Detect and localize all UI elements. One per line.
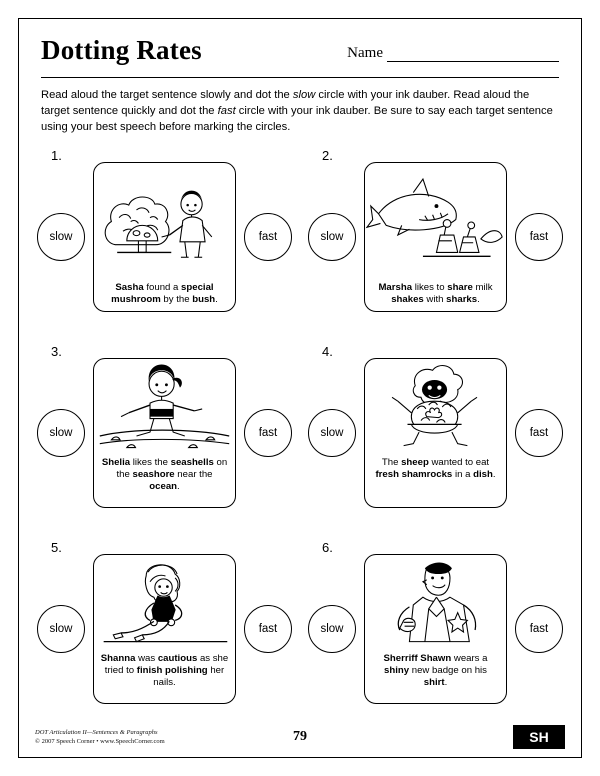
illustration-woman-polishing-her-nails [94, 555, 235, 651]
fast-bubble[interactable]: fast [515, 605, 563, 653]
caption-token: Sasha [115, 281, 144, 293]
caption-token: as she tried to [104, 652, 229, 676]
item-number: 2. [322, 147, 333, 163]
item-number: 4. [322, 343, 333, 359]
illustration-girl-pointing-at-mushroom-by-bush [94, 163, 235, 280]
fast-bubble[interactable]: fast [515, 409, 563, 457]
caption-token: . [177, 480, 180, 492]
caption-token: wanted to eat [428, 456, 490, 468]
caption-token: shakes [391, 293, 424, 305]
slow-bubble[interactable]: slow [37, 213, 85, 261]
item-caption [94, 651, 235, 694]
caption-token: share [447, 281, 473, 293]
caption-token: bush [192, 293, 216, 305]
caption-token: likes to [412, 281, 448, 293]
name-field-group [347, 45, 559, 62]
caption-token: found a [143, 281, 182, 293]
illustration-sheriff-with-shiny-badge [365, 555, 506, 651]
caption-token: shirt [423, 676, 445, 688]
item-card [93, 162, 236, 312]
item-number: 6. [322, 539, 333, 555]
instructions-part3: circle with your ink dauber. Be sure to say each target sentence using your best speech before marking the circles. [41, 105, 553, 134]
item-card [93, 554, 236, 704]
source-line-2: © 2007 Speech Corner • www.SpeechCorner.com [35, 738, 165, 746]
fast-bubble[interactable]: fast [244, 213, 292, 261]
caption-token: Shanna [100, 652, 136, 664]
slow-bubble[interactable]: slow [37, 409, 85, 457]
caption-token: Shelia [101, 456, 131, 468]
item-caption [365, 280, 506, 311]
worksheet-item [300, 148, 571, 344]
caption-token: . [477, 293, 480, 305]
caption-token: cautious [157, 652, 198, 664]
item-card [364, 162, 507, 312]
caption-token: . [215, 293, 218, 305]
worksheet-item [29, 148, 300, 344]
fast-bubble[interactable]: fast [515, 213, 563, 261]
instructions-emphasis-slow: slow [292, 89, 316, 101]
illustration-sheep-eating-shamrocks-from-a-dish [365, 359, 506, 455]
instructions-part1: Read aloud the target sentence slowly and dot the [41, 89, 293, 101]
item-caption [94, 280, 235, 311]
caption-token: on the [116, 456, 228, 480]
instructions-emphasis-fast: fast [217, 105, 236, 118]
instructions-part2: circle with your ink dauber. Read aloud the target sentence quickly and dot the [41, 89, 530, 118]
caption-token: sharks [446, 293, 478, 305]
worksheet-item [29, 344, 300, 540]
worksheet-page [18, 18, 582, 758]
caption-token: . [444, 676, 448, 688]
slow-bubble[interactable]: slow [37, 605, 85, 653]
page-footer [19, 717, 581, 751]
fast-bubble[interactable]: fast [244, 605, 292, 653]
caption-token: seashells [170, 456, 214, 468]
caption-token: Sherriff Shawn [383, 652, 452, 664]
name-input-line[interactable] [387, 46, 559, 62]
caption-token: near the [174, 468, 213, 480]
caption-token: new badge on his [409, 664, 487, 676]
sound-tag-badge: SH [513, 725, 565, 749]
page-title: Dotting Rates [41, 35, 202, 65]
caption-token: mushroom [111, 293, 161, 305]
item-card [364, 358, 507, 508]
item-caption [94, 455, 235, 498]
source-line-1: DOT Articulation II—Sentences & Paragraphs [35, 729, 158, 737]
worksheet-item [300, 540, 571, 736]
item-number: 3. [51, 343, 62, 359]
caption-token: her nails. [153, 664, 225, 688]
illustration-shark-with-milkshakes [365, 163, 506, 280]
caption-token: The [381, 456, 402, 468]
caption-token: fresh shamrocks [375, 468, 453, 480]
page-number: 79 [293, 729, 307, 744]
caption-token: seashore [132, 468, 175, 480]
caption-token: likes the [130, 456, 171, 468]
caption-token: wears a [451, 652, 488, 664]
header-divider [41, 77, 559, 78]
item-card [93, 358, 236, 508]
fast-bubble[interactable]: fast [244, 409, 292, 457]
item-caption [365, 651, 506, 694]
caption-token: special [181, 281, 214, 293]
items-grid [29, 148, 571, 736]
caption-token: . [492, 468, 496, 480]
slow-bubble[interactable]: slow [308, 213, 356, 261]
worksheet-item [29, 540, 300, 736]
caption-token: shiny [384, 664, 410, 676]
caption-token: Marsha [378, 281, 413, 293]
worksheet-item [300, 344, 571, 540]
illustration-girl-with-seashells-on-the-seashore [94, 359, 235, 455]
caption-token: dish [473, 468, 493, 480]
caption-token: finish polishing [136, 664, 208, 676]
slow-bubble[interactable]: slow [308, 409, 356, 457]
item-card [364, 554, 507, 704]
item-caption [365, 455, 506, 486]
item-number: 5. [51, 539, 62, 555]
caption-token: milk [472, 281, 493, 293]
caption-token: sheep [401, 456, 429, 468]
name-label: Name [347, 45, 383, 61]
caption-token: in a [452, 468, 474, 480]
page-header [19, 19, 581, 75]
slow-bubble[interactable]: slow [308, 605, 356, 653]
instructions-text [41, 87, 559, 136]
caption-token: was [135, 652, 158, 664]
caption-token: by the [160, 293, 193, 305]
item-number: 1. [51, 147, 62, 163]
caption-token: with [423, 293, 447, 305]
caption-token: ocean [149, 480, 178, 492]
